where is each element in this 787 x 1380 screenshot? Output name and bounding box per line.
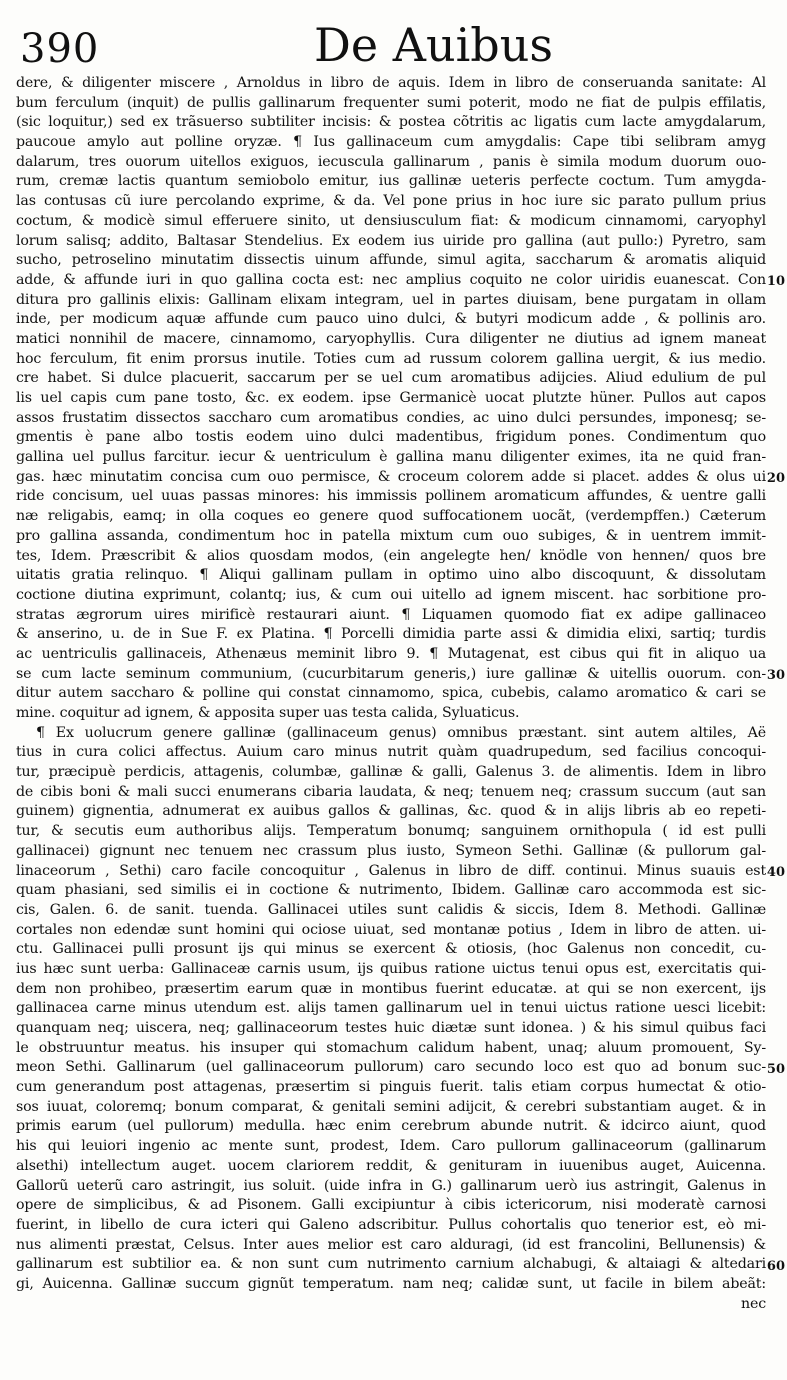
text-line: dem non prohibeo, præsertim earum quæ in montibus fuerint educatæ. at qui se non exercent, ijs <box>16 980 766 997</box>
page-number: 390 <box>20 26 100 72</box>
text-line: quanquam neq; uiscera, neq; gallinaceorum testes huic diætæ sunt idonea. ) & his simul quibus faci <box>16 1020 766 1036</box>
text-line: næ religabis, eamq; in olla coques eo genere quod suffocationem uocãt, (verdempffen.) Cæterum <box>16 508 766 525</box>
text-line: quam phasiani, sed similis ei in coctione & nutrimento, Ibidem. Gallinæ caro accommoda est sic- <box>16 882 766 899</box>
page-header <box>14 8 774 72</box>
text-line: las contusas cũ iure percolando exprime, & da. Vel pone prius in hoc iure sic parato pullum prius <box>16 193 766 210</box>
text-line: cis, Galen. 6. de sanit. tuenda. Gallinacei utiles sunt calidis & siccis, Idem 8. Methodi. Gallinæ <box>16 901 766 918</box>
text-line: gallinarum est subtilior ea. & non sunt cum nutrimento carnium alchabugi, & altaiagi & altedari <box>16 1256 766 1273</box>
text-line: cortales non edendæ sunt homini qui ociose uiuat, sed montanæ potius , Idem in libro de atten. ui- <box>16 921 766 938</box>
text-line: tes, Idem. Præscribit & alios quosdam modos, (ein angelegte hen/ knödle von hennen/ quos bre <box>16 547 766 564</box>
text-line: de cibis boni & mali succi enumerans cibaria laudata, & neq; tenuem neq; crassum succum (aut san <box>16 783 766 800</box>
margin-line-number: 50 <box>766 1062 785 1077</box>
text-line: stratas ægrorum uires mirificè restaurari aiunt. ¶ Liquamen quomodo fiat ex adipe gallinaceo <box>16 606 766 623</box>
text-line: ditur autem saccharo & polline qui constat cinnamomo, spica, cubebis, calamo aromatico & cari se <box>16 685 766 702</box>
text-line: ac uentriculis gallinaceis, Athenæus meminit libro 9. ¶ Mutagenat, est cibus qui fit in aliquo ua <box>16 645 766 662</box>
catchword: nec <box>740 1295 766 1312</box>
text-line: ¶ Ex uolucrum genere gallinæ (gallinaceum genus) omnibus præstant. sint autem altiles, Aë <box>36 724 766 741</box>
running-title: De Auibus <box>314 18 553 72</box>
text-line: ride concisum, uel uuas passas minores: his immissis pollinem aromaticum affundes, & uentre galli <box>16 488 766 505</box>
text-line: gi, Auicenna. Gallinæ succum gignũt temperatum. nam neq; calidæ sunt, ut facile in bilem abeãt: <box>16 1275 766 1292</box>
text-line: gallina uel pullus farcitur. iecur & uentriculum è gallina manu diligenter eximes, ita ne quid fran- <box>16 449 766 466</box>
text-line: ditura pro gallinis elixis: Gallinam elixam integram, uel in partes diuisam, bene purgatam in ollam <box>16 291 766 308</box>
text-line: le obstruuntur meatus. his insuper qui stomachum calidum habent, unaq; aluum promouent, Sy- <box>16 1039 766 1056</box>
text-line: uitatis gratia relinquo. ¶ Aliqui gallinam pullam in optimo uino albo discoquunt, & dissolutam <box>16 567 766 584</box>
text-line: dere, & diligenter miscere , Arnoldus in libro de aquis. Idem in libro de conseruanda sanitate: Al <box>16 75 766 91</box>
text-line: alsethi) intellectum auget. uocem clariorem reddit, & genituram in iuuenibus auget, Auicenna. <box>16 1157 766 1174</box>
text-line: coctum, & modicè simul efferuere sinito, ut densiusculum fiat: & modicum cinnamomi, caryophyl <box>16 212 766 229</box>
text-line: Gallorũ ueterũ caro astringit, ius soluit. (uide infra in G.) gallinarum uerò ius astringit, Galenus in <box>16 1177 766 1194</box>
text-line: primis earum (uel pullorum) medulla. hæc enim cerebrum abunde nutrit. & idcirco aiunt, quod <box>16 1118 766 1135</box>
text-line: opere de simplicibus, & ad Pisonem. Galli excipiuntur à cibis ictericorum, nisi moderatè carnosi <box>16 1197 766 1214</box>
text-line: sos iuuat, coloremq; bonum comparat, & genitali semini adijcit, & cerebri substantiam auget. & in <box>16 1098 766 1115</box>
text-line: ius hæc sunt uerba: Gallinaceæ carnis usum, ijs quibus ratione uictus tenui opus est, exercitatis qui- <box>16 960 766 977</box>
text-line: hoc ferculum, fit enim prorsus inutile. Toties cum ad russum colorem gallina uergit, & ius medio. <box>16 350 766 367</box>
text-line: cre habet. Si dulce placuerit, saccarum per se uel cum aromatibus adijcies. Aliud edulium de pul <box>16 370 766 387</box>
text-line: his qui leuiori ingenio ac mente sunt, prodest, Idem. Caro pullorum gallinaceorum (gallinarum <box>16 1138 766 1155</box>
text-line: guinem) gignentia, adnumerat ex auibus gallos & gallinas, &c. quod & in alijs libris ab eo repeti- <box>16 803 766 820</box>
text-line: lorum salisq; addito, Baltasar Stendelius. Ex eodem ius uiride pro gallina (aut pullo:) Pyretro, sam <box>16 232 766 249</box>
text-line: inde, per modicum aquæ affunde cum pauco uino dulci, & butyri modicum adde , & pollinis aro. <box>16 311 766 328</box>
text-line: lis uel capis cum pane tosto, &c. ex eodem. ipse Germanicè uocat plutzte hüner. Pullos aut capos <box>16 390 766 406</box>
margin-line-number: 20 <box>766 471 785 486</box>
text-line: tur, & secutis eum authoribus alijs. Temperatum bonumq; sanguinem ornithopula ( id est pulli <box>16 823 766 840</box>
text-line: nus alimenti præstat, Celsus. Inter aues melior est caro alduragi, (id est francolini, Bellunensis) & <box>16 1236 766 1253</box>
text-line: matici nonnihil de macere, cinnamomo, caryophyllis. Cura diligenter ne diutius ad ignem maneat <box>16 330 766 347</box>
text-line: (sic loquitur,) sed ex trãsuerso subtiliter incisis: & postea cõtritis ac ligatis cum lacte amygdalarum, <box>16 114 766 131</box>
text-line: dalarum, tres ouorum uitellos exiguos, iecuscula gallinarum , panis è simila modum duorum ouo- <box>16 153 766 170</box>
text-line: paucoue amylo aut polline oryzæ. ¶ Ius gallinaceum cum amygdalis: Cape tibi selibram amyg <box>16 134 766 151</box>
margin-line-number: 40 <box>766 865 785 880</box>
body-text <box>16 74 766 1314</box>
text-line: rum, cremæ lactis quantum semiobolo emitur, ius gallinæ ueteris perfecte coctum. Tum amygda- <box>16 173 766 190</box>
text-line: ctu. Gallinacei pulli prosunt ijs qui minus se exercent & otiosis, (hoc Galenus non concedit, cu- <box>16 941 766 958</box>
text-line: cum generandum post attagenas, præsertim si pinguis fuerit. talis etiam corpus humectat & otio- <box>16 1079 766 1096</box>
text-line: fuerint, in libello de cura icteri qui Galeno adscribitur. Pullus cohortalis quo tenerior est, eò mi- <box>16 1216 766 1233</box>
text-line: assos frustatim dissectos saccharo cum aromatibus condies, ac uino dulci persundes, imponesq; se- <box>16 409 766 426</box>
text-line: pro gallina assanda, condimentum hoc in patella mixtum cum ouo subiges, & in uentrem immit- <box>16 527 766 544</box>
text-line: tius in cura colici affectus. Auium caro minus nutrit quàm quadrupedum, sed facilius concoqui- <box>16 744 766 761</box>
text-line: linaceorum , Sethi) caro facile concoquitur , Galenus in libro de diff. continui. Minus suauis est <box>16 862 766 879</box>
text-line: se cum lacte seminum communium, (cucurbitarum generis,) iure gallinæ & uitellis ouorum. con- <box>16 665 766 682</box>
margin-line-number: 10 <box>766 274 785 289</box>
text-line: & anserino, u. de in Sue F. ex Platina. ¶ Porcelli dimidia parte assi & dimidia elixi, sartiq; turdis <box>16 626 766 643</box>
text-line: bum ferculum (inquit) de pullis gallinarum frequenter sumi poterit, modo ne fiat de pulpis effilatis, <box>16 94 766 111</box>
text-line: gallinacea carne minus utendum est. alijs tamen gallinarum uel in tenui uictus ratione uesci licebit: <box>16 1000 766 1017</box>
text-line: gmentis è pane albo tostis eodem uino dulci madentibus, frigidum pones. Condimentum quo <box>16 429 766 446</box>
text-line: tur, præcipuè perdicis, attagenis, columbæ, gallinæ & galli, Galenus 3. de alimentis. Idem in libro <box>16 764 766 781</box>
text-line: sucho, petroselino minutatim dissectis uinum affunde, simul agita, saccharum & aromatis aliquid <box>16 252 766 269</box>
text-line: meon Sethi. Gallinarum (uel gallinaceorum pullorum) caro secundo loco est quo ad bonum suc- <box>16 1059 766 1076</box>
text-line: gas. hæc minutatim concisa cum ouo permisce, & croceum colorem adde si placet. addes & olus ui <box>16 468 766 485</box>
text-line: gallinacei) gignunt nec tenuem nec crassum plus iusto, Symeon Sethi. Gallinæ (& pullorum gal- <box>16 842 766 859</box>
text-line: coctione diutina exprimunt, colantq; ius, & cum oui uitello ad ignem miscent. hac sorbitione pro- <box>16 586 766 603</box>
text-line: adde, & affunde iuri in quo gallina cocta est: nec amplius coquito ne color uiridis euanescat. Con <box>16 271 766 288</box>
text-line: mine. coquitur ad ignem, & apposita super uas testa calida, Syluaticus. <box>16 705 520 721</box>
margin-line-number: 30 <box>766 668 785 683</box>
margin-line-number: 60 <box>766 1259 785 1274</box>
